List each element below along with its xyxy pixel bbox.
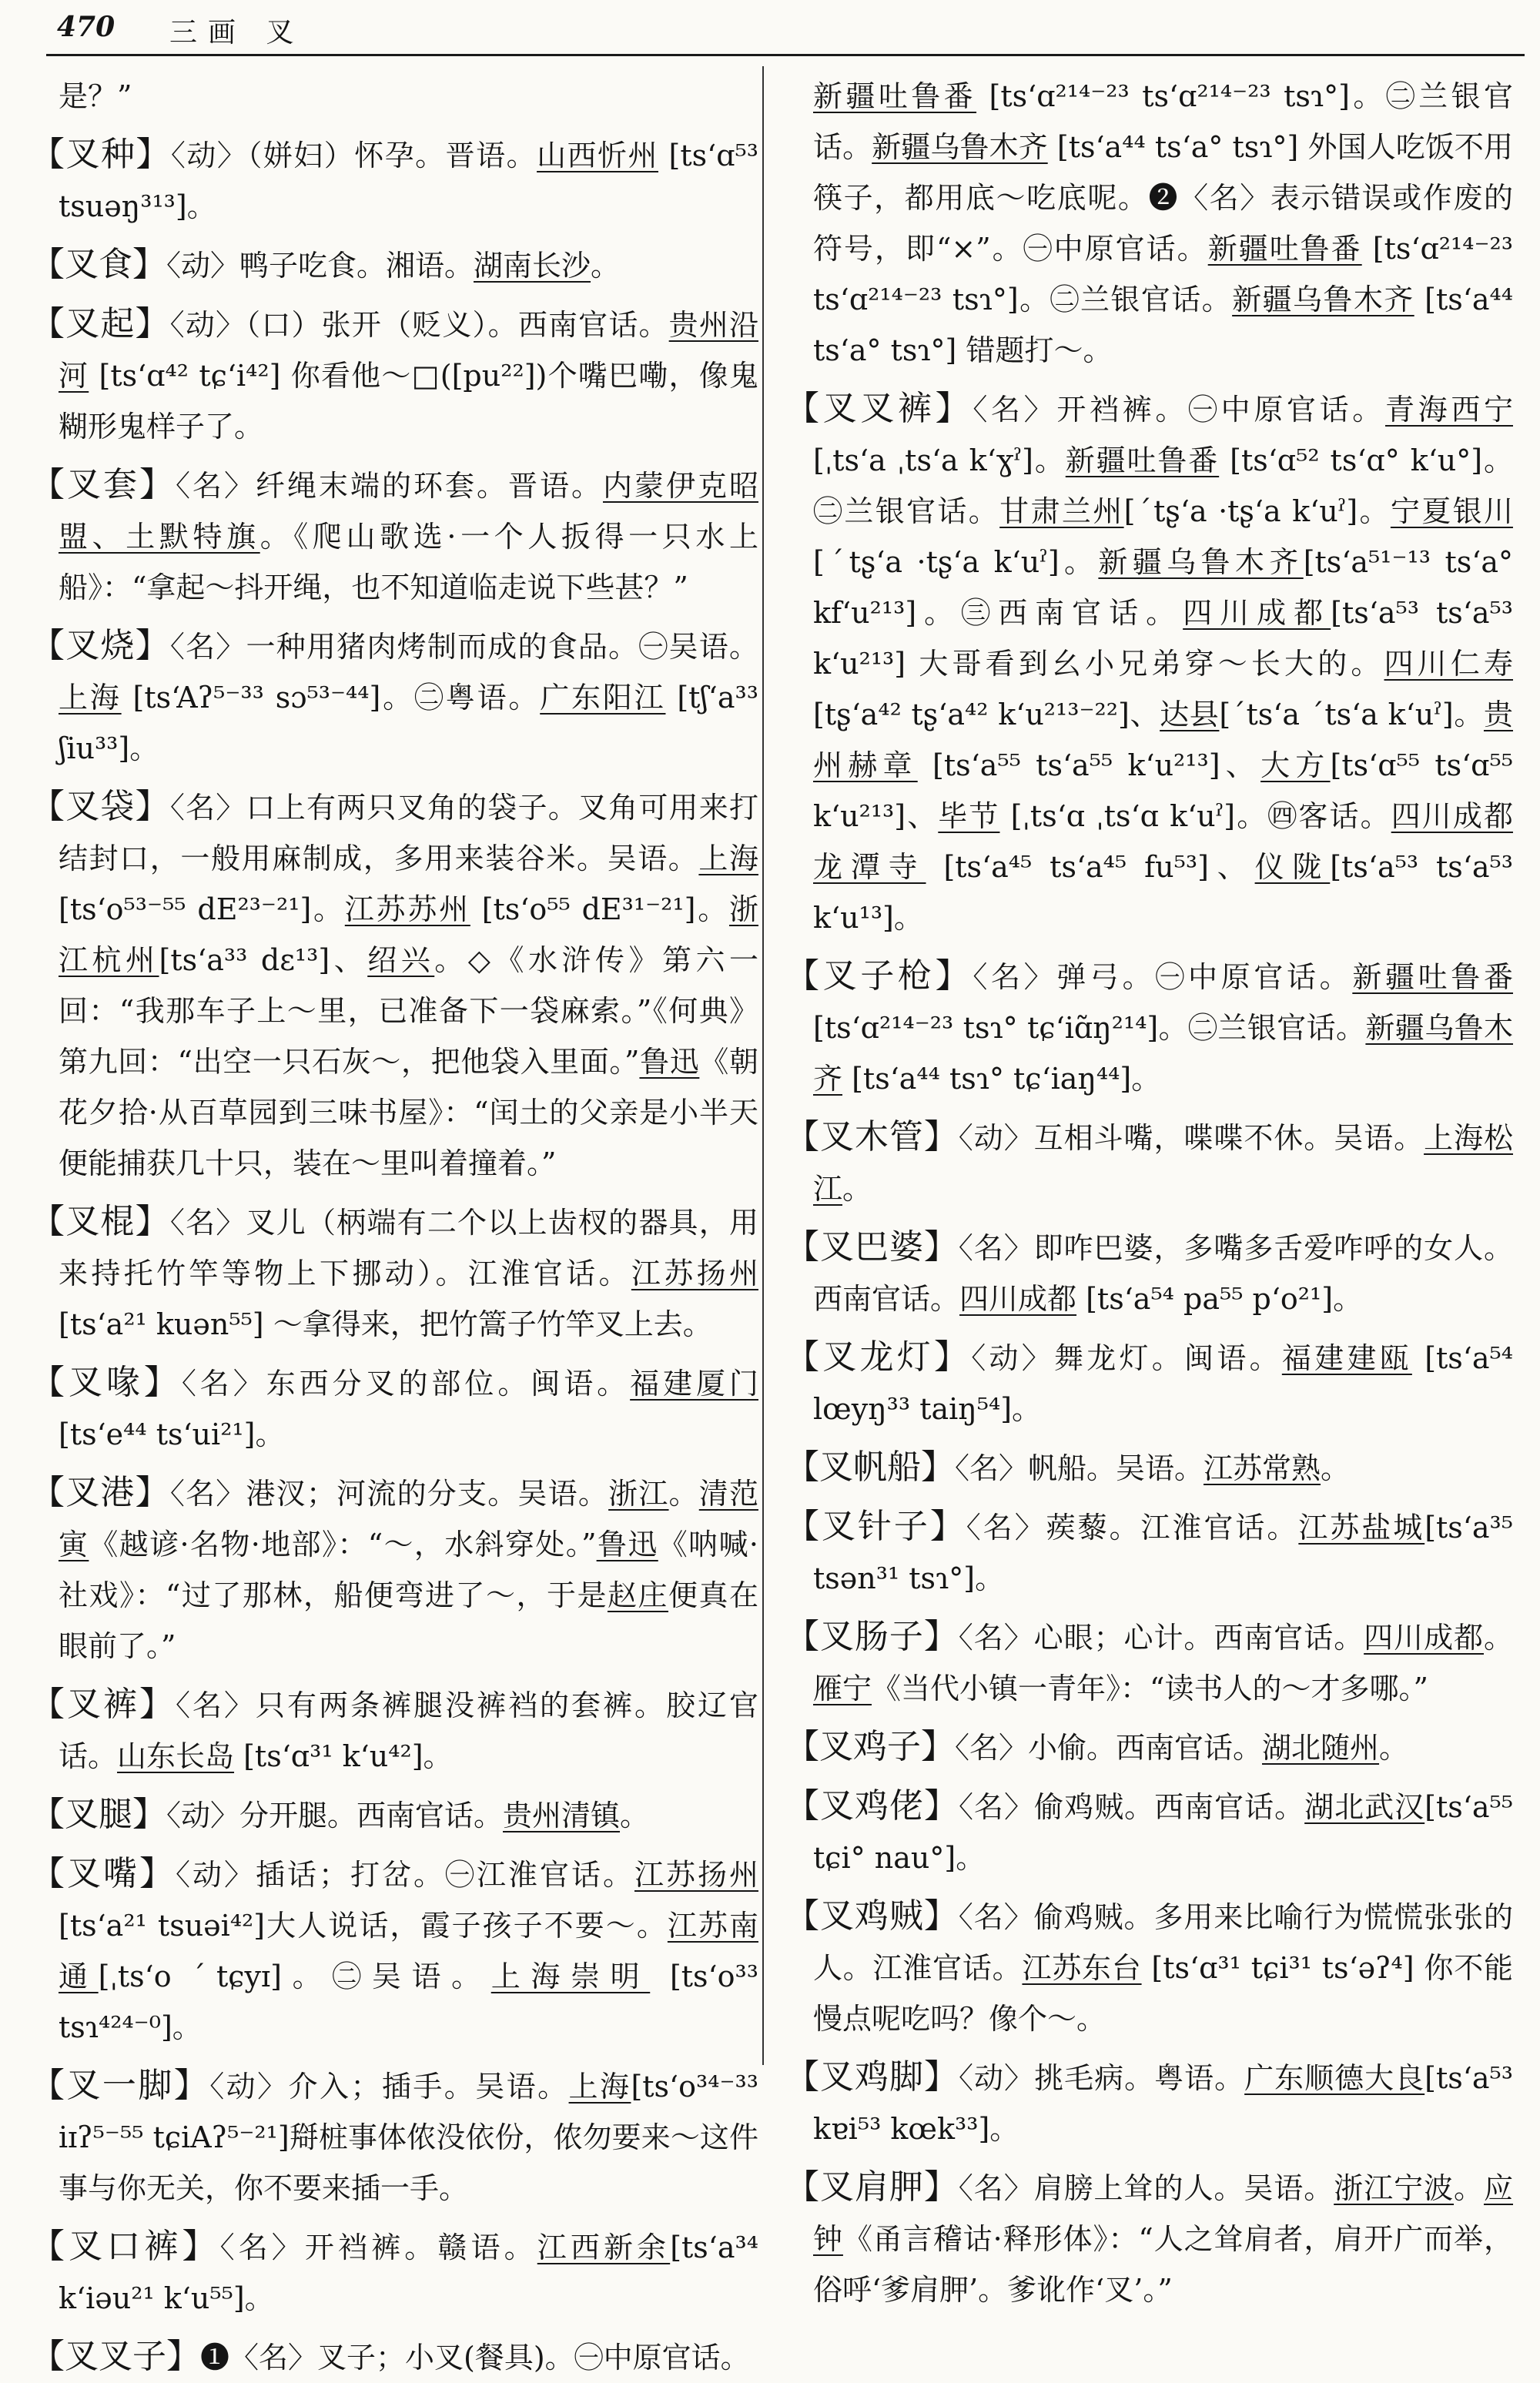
entry-headword: 【叉叉裤】 [785,389,973,428]
entry-text: [tsʻo⁵⁵ dE³¹⁻²¹]。 [470,892,729,926]
place-name: 清范寅 [59,1477,758,1561]
entry-text: 〈名〉肩膀上耸的人。吴语。 [958,2171,1334,2205]
place-name: 湖北随州 [1262,1731,1380,1765]
entry-text: [tsʻa⁵⁴ pa⁵⁵ pʻo²¹]。 [1076,1282,1363,1316]
place-name: 鲁迅 [639,1045,700,1079]
dictionary-entry [31,1357,758,1460]
page-header [46,11,1525,56]
entry-text: [tsʻa³⁴ kʻiəu²¹ kʻu⁵⁵]。 [59,2231,758,2315]
place-name: 四川成都 [1364,1621,1484,1655]
entry-text: 〈名〉心眼；心计。西南官话。 [958,1621,1364,1655]
entry-text: ❶〈名〉叉子；小叉(餐具)。㊀中原官话。 [200,2341,750,2375]
entry-text: [tsʻa³³ dɛ¹³]、 [159,943,368,977]
dictionary-entry [785,1781,1513,1883]
place-name: 贵州赫章 [813,698,1513,782]
entry-text: 〈动〉互相斗嘴，喋喋不休。吴语。 [958,1121,1424,1155]
place-name: 毕节 [938,799,1000,833]
entry-text: [ˌtsʻa ˌtsʻa kʻɣˀ]。 [813,443,1066,477]
place-name: 湖北武汉 [1304,1790,1425,1824]
place-name: 贵州清镇 [503,1799,621,1832]
place-name: 江苏东台 [1022,1951,1142,1985]
place-name: 江苏扬州 [634,1858,758,1892]
place-name: 雁宁 [813,1672,872,1705]
place-name: 山西忻州 [537,139,658,172]
entry-headword: 【叉喙】 [31,1363,182,1402]
entry-headword: 【叉肩胛】 [785,2167,959,2207]
place-name: 上海 [59,681,122,715]
entry-text: [tsʻa⁵¹⁻¹³ tsʻa° kfʻu²¹³]。㊂西南官话。 [813,545,1513,630]
entry-text: [tʂʻa⁴² tʂʻa⁴² kʻu²¹³⁻²²]、 [813,698,1160,731]
entry-text: 〈名〉弹弓。㊀中原官话。 [973,960,1353,994]
entry-text: [tsʻa²¹ kuən⁵⁵] ～拿得来，把竹篙子竹竿叉上去。 [59,1307,712,1341]
entry-headword: 【叉针子】 [785,1507,966,1546]
entry-text: 。 [1483,1621,1513,1655]
entry-text: [tsʻa⁵³ tsʻa⁵³ kʻu¹³]。 [813,850,1513,935]
entry-text: [tsʻo³³ tsɿ⁴²⁴⁻⁰]。 [59,1960,758,2044]
place-name: 四川成都龙潭寺 [813,799,1513,884]
place-name: 江苏苏州 [344,892,470,926]
place-name: 新疆吐鲁番 [813,79,977,113]
place-name: 甘肃兰州 [999,494,1124,528]
left-column [31,71,759,2376]
place-name: 宁夏银川 [1390,494,1513,528]
entry-text: [ˊtʂʻa ·tʂʻa kʻuˀ]。 [813,545,1099,579]
entry-text: [tsʻɑ⁴² tɕʻi⁴²] 你看他～□([pu²²])个嘴巴嘞，像鬼糊形鬼样子了。 [59,359,758,443]
entry-text: [tsʻɑ⁵³ tsuəŋ³¹³]。 [59,139,759,223]
entry-headword: 【叉肠子】 [785,1617,959,1656]
place-name: 上海松江 [813,1121,1513,1206]
running-title: 三画 叉 [169,17,305,49]
dictionary-entry [785,1112,1513,1214]
entry-headword: 【叉子枪】 [785,956,973,996]
entry-text: [tsʻa²¹ tsuəi⁴²]大人说话，霞子孩子不要～。 [59,1909,668,1943]
entry-text: [ˌtsʻo ˊtɕyɪ]。㊁吴语。 [98,1960,491,1993]
dictionary-entry [31,1468,758,1672]
place-name: 四川成都 [1183,596,1331,630]
entry-text: 〈动〉分开腿。西南官话。 [166,1799,504,1832]
entry-text: 〈动〉鸭子吃食。湘语。 [166,249,474,283]
entry-text: [tsʻe⁴⁴ tsʻui²¹]。 [59,1417,285,1451]
entry-text: 《呐喊·社戏》：“过了那林，船便弯进了～，于是 [59,1528,758,1612]
entry-headword: 【叉套】 [31,465,176,504]
entry-text: 〈动〉（口）张开（贬义）。西南官话。 [169,308,669,342]
dictionary-entry [31,129,758,232]
dictionary-entry [785,1722,1513,1773]
place-name: 贵州沿河 [59,308,758,393]
entry-text: 《当代小镇一青年》：“读书人的～才多哪。” [872,1672,1428,1705]
entry-headword: 【叉裤】 [31,1685,176,1724]
dictionary-entry [31,2060,758,2214]
place-name: 上海 [698,842,758,875]
entry-text: [tsʻo³⁴⁻³³ iɪʔ⁵⁻⁵⁵ tɕiAʔ⁵⁻²¹]搿桩事体侬没依份，侬勿要来～这件事与你无关，你不要来插一手。 [59,2070,758,2205]
entry-headword: 【叉腿】 [31,1795,166,1834]
entry-text: [tsʻɑ²¹⁴⁻²³ tsʻɑ²¹⁴⁻²³ tsɿ°]。㊁兰银官话。 [813,232,1513,316]
place-name: 江西新余 [537,2231,671,2264]
dictionary-entry [31,1197,758,1350]
entry-text: [tsʻɑ³¹ tɕi³¹ tsʻəʔ⁴] 你不能慢点呢吃吗？像个～。 [813,1951,1513,2036]
dictionary-entry [785,71,1513,376]
entry-text: [tsʻa⁵⁵ tsʻa⁵⁵ kʻu²¹³]、 [917,748,1261,782]
place-name: 新疆吐鲁番 [1207,232,1362,266]
entry-text: [tsʻɑ²¹⁴⁻²³ tsɿ° tɕʻiɑ̃ŋ²¹⁴]。㊁兰银官话。 [813,1011,1366,1045]
dictionary-entry [785,1442,1513,1494]
entry-headword: 【叉港】 [31,1473,170,1512]
entry-headword: 【叉鸡子】 [785,1727,955,1766]
place-name: 江苏常熟 [1204,1451,1321,1485]
entry-text: 〈名〉只有两条裤腿没裤裆的套裤。胶辽官话。 [59,1689,758,1773]
place-name: 达县 [1160,698,1220,731]
entry-headword: 【叉食】 [31,245,166,284]
dictionary-entry [785,1222,1513,1324]
entry-headword: 【叉棍】 [31,1202,170,1241]
place-name: 青海西宁 [1384,393,1513,427]
entry-headword: 【叉龙灯】 [785,1337,972,1377]
dictionary-entry [31,71,758,122]
column-divider [762,66,764,2065]
place-name: 应钟 [813,2171,1513,2256]
place-name: 福建厦门 [630,1367,758,1401]
entry-text: 〈名〉小偷。西南官话。 [955,1731,1263,1765]
dictionary-entry [31,299,758,452]
dictionary-entry [785,2162,1513,2315]
entry-text: 〈名〉即咋巴婆，多嘴多舌爱咋呼的女人。西南官话。 [813,1231,1513,1316]
place-name: 广东阳江 [540,681,666,715]
entry-headword: 【叉一脚】 [31,2066,210,2105]
place-name: 江苏扬州 [631,1257,758,1290]
entry-text: 〈名〉港汊；河流的分支。吴语。 [169,1477,609,1511]
entry-text: 便真在眼前了。” [59,1578,758,1663]
entry-text: 〈名〉帆船。吴语。 [955,1451,1204,1485]
place-name: 浙江宁波 [1334,2171,1455,2205]
entry-headword: 【叉嘴】 [31,1854,176,1893]
dictionary-entry [785,1891,1513,2044]
entry-text: 。 [1321,1451,1351,1485]
entry-text: [tsʻo⁵³⁻⁵⁵ dE²³⁻²¹]。 [59,892,345,926]
entry-text: 〈名〉叉儿（柄端有二个以上齿杈的器具，用来持托竹竿等物上下挪动）。江淮官话。 [59,1206,758,1290]
place-name: 新疆吐鲁番 [1065,443,1220,477]
place-name: 上海 [568,2070,631,2104]
place-name: 四川仁寿 [1384,647,1513,681]
dictionary-entry [785,1501,1513,1604]
entry-text: 《越谚·名物·地部》：“～，水斜穿处。” [89,1528,597,1561]
dictionary-entry [785,2052,1513,2154]
entry-text: [ˊtʂʻa ·tʂʻa kʻuˀ]。 [1123,494,1391,528]
entry-headword: 【叉口裤】 [31,2227,220,2266]
entry-text: 《朝花夕拾·从百草园到三味书屋》：“闰土的父亲是小半天便能捕获几十只，装在～里叫着撞着。” [59,1045,758,1180]
entry-headword: 【叉鸡脚】 [785,2057,959,2097]
place-name: 绍兴 [367,943,435,977]
entry-text: 〈动〉挑毛病。粤语。 [959,2061,1245,2095]
dictionary-entry [785,951,1513,1104]
entry-headword: 【叉烧】 [31,626,170,665]
entry-text: 。 [1454,2171,1484,2205]
place-name: 江苏南通 [59,1909,758,1993]
place-name: 新疆乌鲁木齐 [813,1011,1513,1096]
entry-text: 〈动〉（姘妇）怀孕。晋语。 [170,139,537,172]
dictionary-entry [785,1332,1513,1434]
entry-text: [tsʻAʔ⁵⁻³³ sɔ⁵³⁻⁴⁴]。㊁粤语。 [121,681,541,715]
place-name: 赵庄 [607,1578,668,1612]
entry-text: [tsʻɑ³¹ kʻu⁴²]。 [234,1739,453,1773]
entry-text: [tsʻɑ⁵⁵ tsʻɑ⁵⁵ kʻu²¹³]、 [813,748,1513,833]
dictionary-entry [31,621,758,774]
dictionary-entry [31,1789,758,1841]
entry-headword: 【叉起】 [31,304,170,343]
entry-headword: 【叉鸡佬】 [785,1786,959,1826]
entry-text: [ˊtsʻa ˊtsʻa kʻuˀ]。 [1219,698,1484,731]
entry-text: [tsʻɑ²¹⁴⁻²³ tsʻɑ²¹⁴⁻²³ tsɿ°]。㊁兰银官话。 [813,79,1513,164]
entry-headword: 【叉种】 [31,135,171,174]
entry-text: 〈名〉纤绳末端的环套。晋语。 [176,469,603,503]
place-name: 新疆乌鲁木齐 [1098,545,1304,579]
entry-text: 。◇《水浒传》第六一回：“我那车子上～里，已准备下一袋麻索。”《何典》第九回：“出空一只石灰～，把他袋入里面。” [59,943,758,1079]
place-name: 大方 [1260,748,1331,782]
place-name: 四川成都 [959,1282,1077,1316]
entry-text: [tʃʻa³³ ʃiu³³]。 [59,681,758,765]
right-column [785,71,1514,2307]
place-name: 新疆乌鲁木齐 [1232,283,1414,316]
entry-text: 。 [1379,1731,1409,1765]
entry-text: 〈名〉东西分叉的部位。闽语。 [181,1367,631,1401]
entry-text: 。《爬山歌选·一个人扳得一只水上船》：“拿起～抖开绳，也不知道临走说下些甚？” [59,520,758,604]
place-name: 新疆吐鲁番 [1352,960,1513,994]
dictionary-entry [31,1849,758,2053]
dictionary-entry [31,2221,758,2324]
entry-text: [ˌtsʻɑ ˌtsʻɑ kʻuˀ]。㊃客话。 [999,799,1391,833]
entry-text: [tsʻa³⁵ tsən³¹ tsɿ°]。 [813,1511,1513,1595]
place-name: 山东长岛 [117,1739,235,1773]
entry-text: [tsʻa⁴⁴ tsʻa° tsɿ°] 错题打～。 [813,283,1513,367]
entry-text: 〈名〉口上有两只叉角的袋子。叉角可用来打结封口，一般用麻制成，多用来装谷米。吴语。 [59,791,758,875]
place-name: 上海崇明 [490,1960,651,1993]
entry-text: 。 [620,1799,650,1832]
place-name: 浙江杭州 [59,892,758,977]
entry-text: 〈名〉偷鸡贼。西南官话。 [959,1790,1305,1824]
entry-text: 〈动〉介入；插手。吴语。 [209,2070,569,2104]
entry-headword: 【叉鸡贼】 [785,1896,959,1936]
place-name: 福建建瓯 [1281,1341,1412,1375]
entry-text: 〈名〉开裆裤。㊀中原官话。 [973,393,1385,427]
entry-text: [tsʻa⁵³ tsʻa⁵³ kʻu²¹³] 大哥看到幺小兄弟穿～长大的。 [813,596,1514,681]
entry-text: [tsʻa⁴⁴ tsʻa° tsɿ°] 外国人吃饭不用筷子，都用底～吃底呢。❷〈名〉表示错误或作废的符号，即“×”。㊀中原官话。 [813,130,1513,266]
entry-headword: 【叉木管】 [785,1117,959,1156]
entry-text: [tsʻa⁴⁴ tsɿ° tɕʻiaŋ⁴⁴]。 [842,1062,1161,1096]
page-number: 470 [57,11,116,43]
place-name: 江苏盐城 [1298,1511,1425,1545]
place-name: 鲁迅 [596,1528,658,1561]
dictionary-entry [31,460,758,613]
entry-headword: 【叉袋】 [31,787,170,826]
entry-text: [tsʻa⁵⁴ lœyŋ³³ taiŋ⁵⁴]。 [813,1341,1513,1426]
dictionary-entry [31,239,758,291]
entry-text: 〈名〉一种用猪肉烤制而成的食品。㊀吴语。 [169,630,758,664]
entry-text: [tsʻa⁵⁵ tɕi° nau°]。 [813,1790,1513,1875]
entry-headword: 【叉叉子】 [31,2337,200,2376]
entry-text: 《甬言稽诂·释形体》：“人之耸肩者，肩开广而举，俗呼‘爹肩胛’。爹讹作‘叉’。” [813,2222,1513,2307]
entry-headword: 【叉巴婆】 [785,1227,959,1267]
entry-text: [tsʻa⁴⁵ tsʻa⁴⁵ fu⁵³]、 [926,850,1255,884]
place-name: 内蒙伊克昭盟、土默特旗 [59,469,758,554]
entry-text: [tsʻɑ⁵² tsʻɑ° kʻu°]。㊁兰银官话。 [813,443,1513,528]
entry-text: [tsʻa⁵³ kɐi⁵³ kœk³³]。 [813,2061,1513,2146]
dictionary-entry [785,383,1513,943]
entry-text: 。 [842,1172,872,1206]
entry-text: 〈动〉插话；打岔。㊀江淮官话。 [176,1858,634,1892]
dictionary-entry [31,2331,758,2383]
dictionary-entry [785,1612,1513,1714]
entry-text: 是？” [59,79,132,113]
place-name: 湖南长沙 [474,249,591,283]
dictionary-entry [31,782,758,1189]
entry-text: 〈名〉蒺藜。江淮官话。 [966,1511,1299,1545]
entry-text: 〈名〉开裆裤。赣语。 [219,2231,537,2264]
entry-headword: 【叉帆船】 [785,1448,955,1487]
place-name: 新疆乌鲁木齐 [872,130,1048,164]
place-name: 浙江 [608,1477,669,1511]
entry-text: 。 [591,249,621,283]
dictionary-entry [31,1679,758,1782]
entry-text: 〈动〉舞龙灯。闽语。 [971,1341,1282,1375]
place-name: 仪陇 [1254,850,1331,884]
entry-text: 。 [668,1477,699,1511]
place-name: 广东顺德大良 [1244,2061,1425,2095]
entry-text: 〈名〉偷鸡贼。多用来比喻行为慌慌张张的人。江淮官话。 [813,1900,1513,1985]
